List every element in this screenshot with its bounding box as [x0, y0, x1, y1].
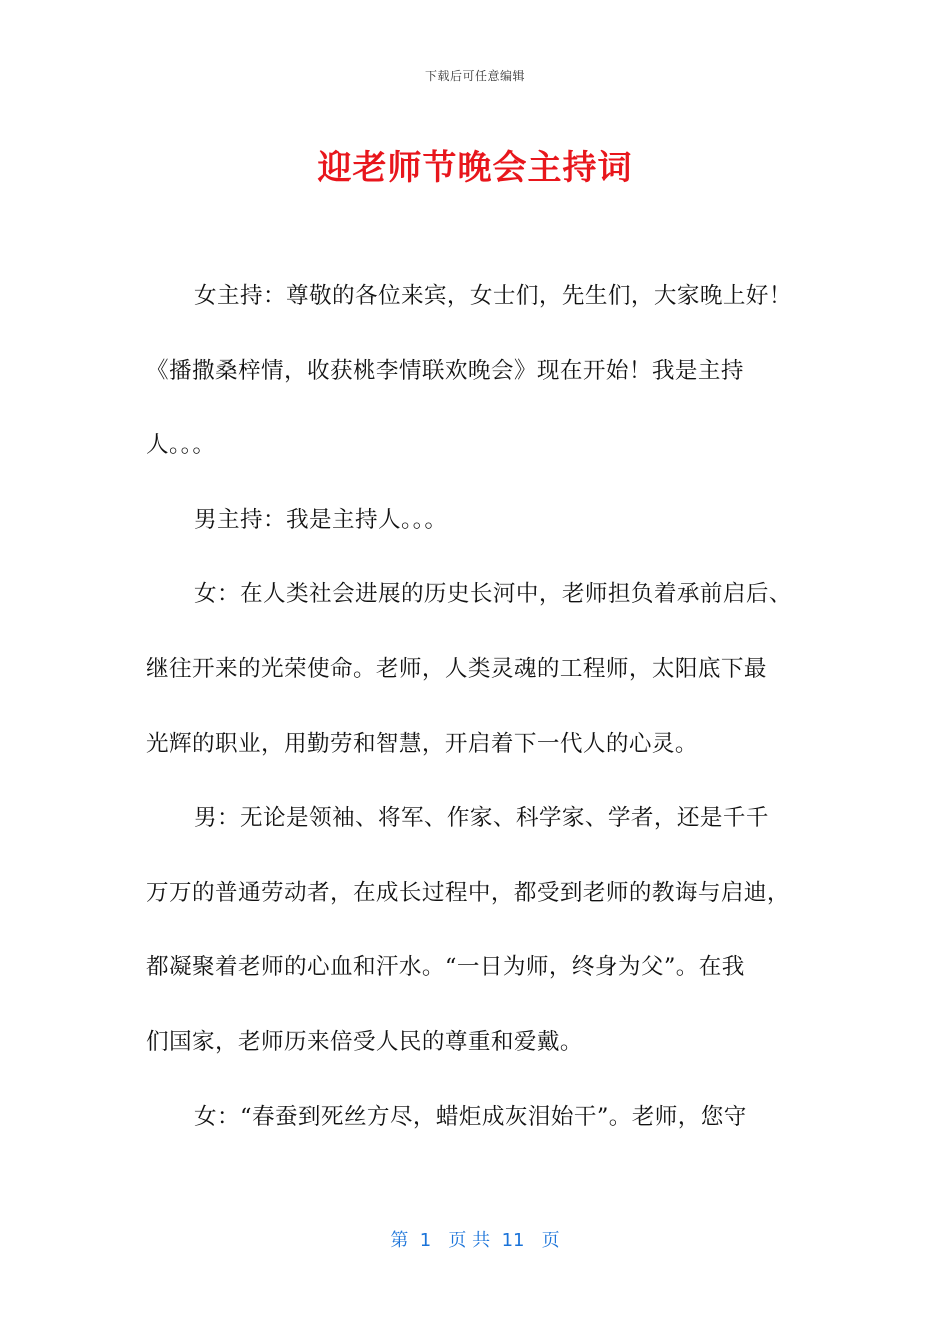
paragraph-line: 人。。。 [146, 432, 216, 459]
document-title: 迎老师节晚会主持词 [317, 148, 633, 188]
paragraph-line: 男主持：我是主持人。。。 [194, 506, 448, 533]
document-body [146, 268, 818, 1163]
page-number: 第 1 页 共 11 页 [390, 1230, 560, 1251]
paragraph-line: 《播撒桑梓情，收获桃李情联欢晚会》现在开始！我是主持 [146, 357, 744, 384]
paragraph-line: 万万的普通劳动者，在成长过程中，都受到老师的教诲与启迪， [146, 879, 790, 906]
paragraph-line: 男：无论是领袖、将军、作家、科学家、学者，还是千千 [194, 805, 769, 832]
paragraph-line: 继往开来的光荣使命。老师，人类灵魂的工程师，太阳底下最 [146, 655, 767, 682]
paragraph-line: 女：在人类社会进展的历史长河中，老师担负着承前启后、 [194, 581, 792, 608]
paragraph-line: 们国家，老师历来倍受人民的尊重和爱戴。 [146, 1028, 583, 1055]
paragraph-line: 都凝聚着老师的心血和汗水。“一日为师，终身为父”。在我 [146, 954, 745, 981]
paragraph-line: 女：“春蚕到死丝方尽，蜡炬成灰泪始干”。老师，您守 [194, 1103, 747, 1130]
header-note: 下载后可任意编辑 [424, 69, 525, 83]
paragraph-line: 女主持：尊敬的各位来宾，女士们，先生们，大家晚上好！ [194, 283, 792, 309]
paragraph-line: 光辉的职业，用勤劳和智慧，开启着下一代人的心灵。 [146, 730, 698, 757]
